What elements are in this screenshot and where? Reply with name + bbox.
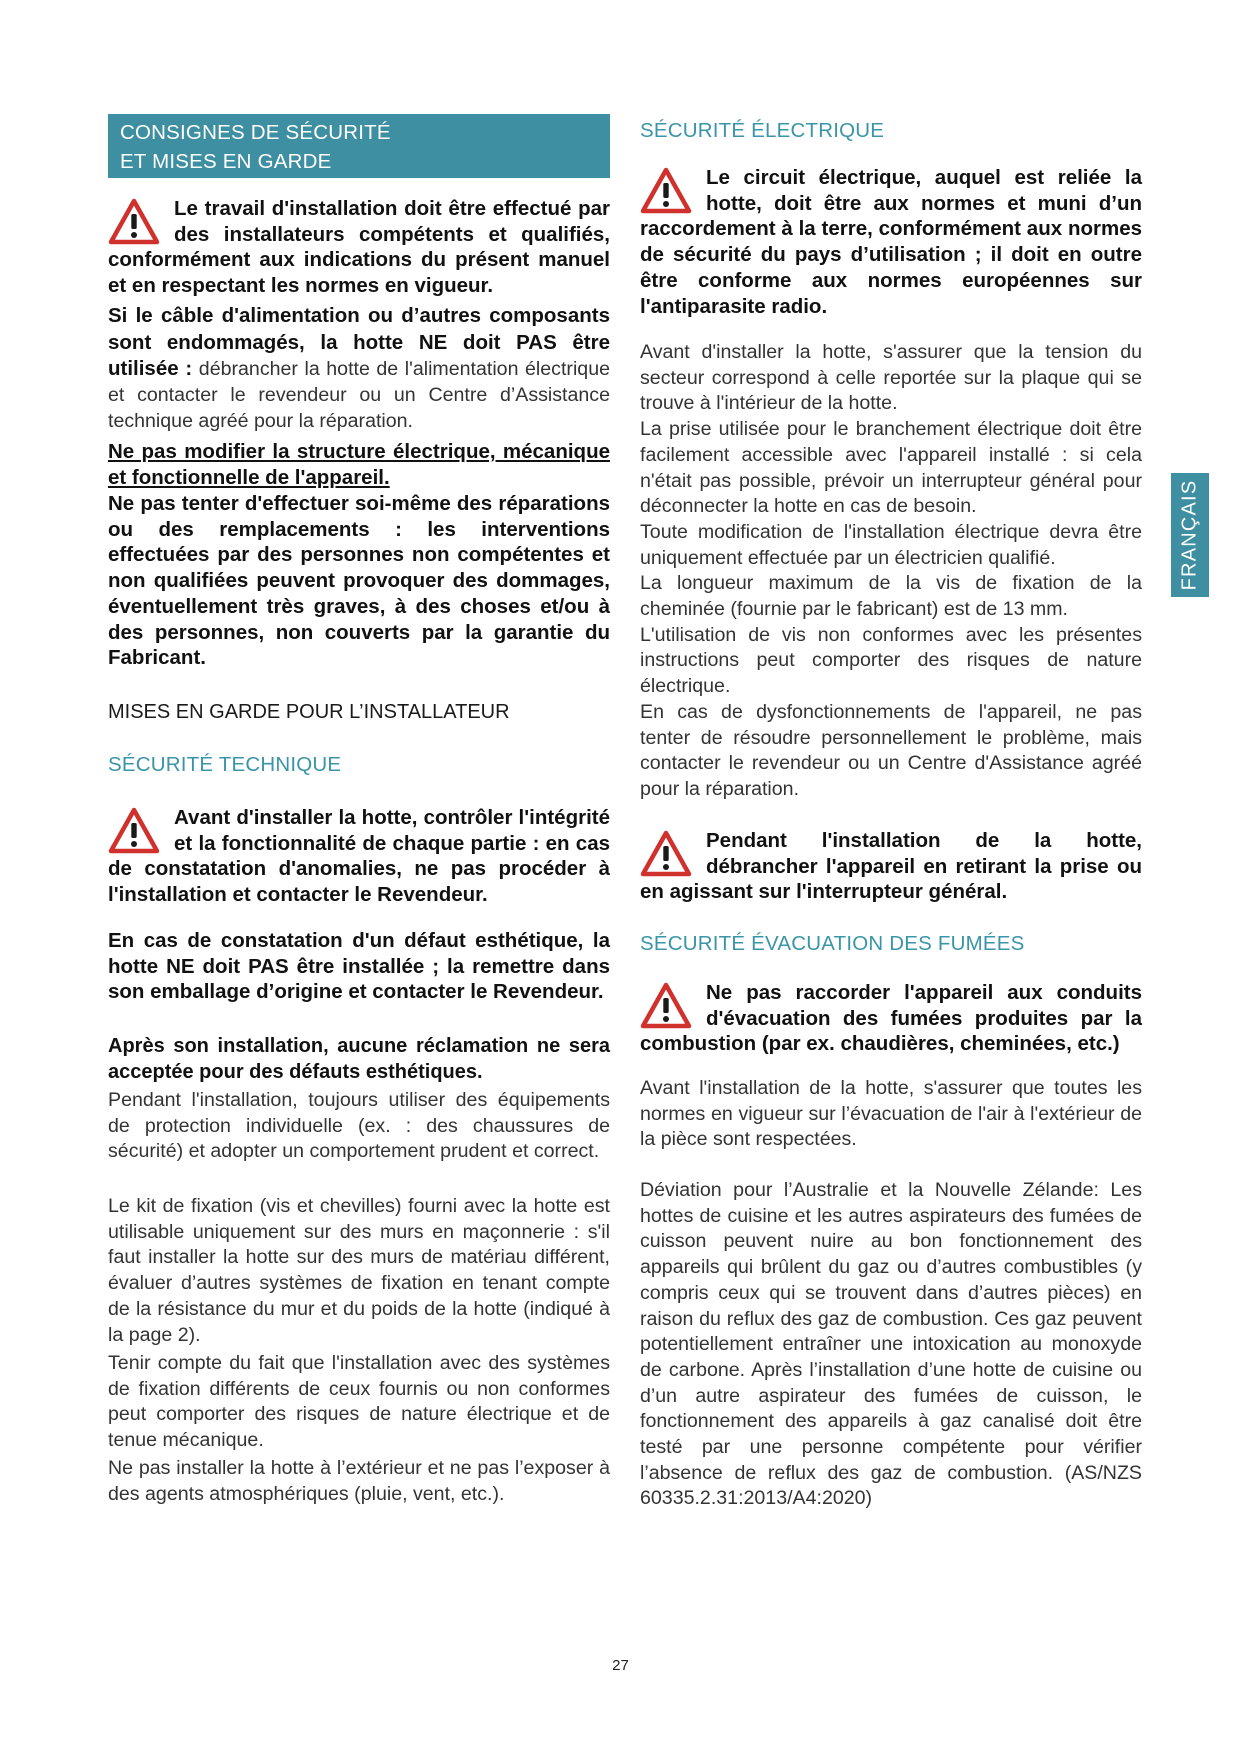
fixing-kit-paragraph: Le kit de fixation (vis et chevilles) fourni avec la hotte est utilisable uniquement sur des murs en maçonnerie : s'il faut installer la hotte sur des murs de matériau différent, évaluer d’autres systèmes de fixation en tenant compte de la résistance du mur et du poids de la hotte (indiqué à la page 2). <box>108 1195 610 1346</box>
warning-text: Pendant l'installation de la hotte, débrancher l'appareil en retirant la prise ou en agissant sur l'interrupteur général. <box>640 829 1142 904</box>
electrical-paragraphs <box>640 340 1142 803</box>
page-number: 27 <box>612 1657 629 1674</box>
banner-line-1: CONSIGNES DE SÉCURITÉ <box>120 121 391 144</box>
warning-block-disconnect <box>640 828 1142 905</box>
language-label: FRANÇAIS <box>1178 479 1201 591</box>
socket-paragraph: La prise utilisée pour le branchement électrique doit être facilement accessible avec l'appareil installé : si cela n'était pas possible, prévoir un interrupteur général pour déconnecter la hotte en cas de besoin. <box>640 418 1142 518</box>
damaged-bold: Si le câble d'alimentation ou d’autres composants sont endommagés, la hotte NE doit PAS être utilisée : <box>108 304 610 381</box>
warning-icon <box>640 830 692 878</box>
warning-block-installers <box>108 196 610 299</box>
warning-icon <box>108 807 160 855</box>
outdoor-paragraph: Ne pas installer la hotte à l’extérieur et ne pas l’exposer à des agents atmosphériques (pluie, vent, etc.). <box>108 1457 610 1505</box>
non-conform-paragraph: L'utilisation de vis non conformes avec les présentes instructions peut comporter des risques de nature électrique. <box>640 623 1142 698</box>
fumes-safety-heading: SÉCURITÉ ÉVACUATION DES FUMÉES <box>640 932 1025 955</box>
screw-paragraph: La longueur maximum de la vis de fixation de la cheminée (fournie par le fabricant) est de 13 mm. <box>640 572 1142 621</box>
warning-block-circuit <box>640 165 1142 319</box>
air-evacuation-paragraph: Avant l'installation de la hotte, s'assurer que toutes les normes en vigueur sur l’évacuation de l'air à l'extérieur de la pièce sont respectées. <box>640 1077 1142 1151</box>
damaged-cable-paragraph <box>108 303 610 435</box>
electrical-safety-heading: SÉCURITÉ ÉLECTRIQUE <box>640 119 885 142</box>
warning-block-fumes <box>640 980 1142 1057</box>
damaged-light: débrancher la hotte de l'alimentation électrique et contacter le revendeur ou un Centre d’Assistance technique agréé pour la réparation. <box>108 358 610 432</box>
modification-paragraph: Toute modification de l'installation électrique devra être uniquement effectuée par un électricien qualifié. <box>640 520 1142 569</box>
warning-text: Le travail d'installation doit être effectué par des installateurs compétents et qualifiés, conformément aux indications du présent manuel et en respectant les normes en vigueur. <box>108 197 610 298</box>
technical-safety-heading: SÉCURITÉ TECHNIQUE <box>108 753 342 776</box>
protection-paragraph: Pendant l'installation, toujours utiliser des équipements de protection individuelle (ex. : des chaussures de sécurité) et adopter un comportement prudent et correct. <box>108 1089 610 1163</box>
aesthetic-defect-paragraph: En cas de constatation d'un défaut esthétique, la hotte NE doit PAS être installée ; la remettre dans son emballage d’origine et contacter le Revendeur. <box>108 929 610 1004</box>
language-side-tab <box>1171 473 1209 597</box>
voltage-paragraph: Avant d'installer la hotte, s'assurer que la tension du secteur correspond à celle reportée sur la plaque qui se trouve à l'intérieur de la hotte. <box>640 341 1142 415</box>
fixing-systems-paragraph: Tenir compte du fait que l'installation avec des systèmes de fixation différents de ceux fournis ou non conformes peut comporter des risques de nature électrique et de tenue mécanique. <box>108 1352 610 1452</box>
warning-block-integrity <box>108 805 610 908</box>
installer-heading: MISES EN GARDE POUR L’INSTALLATEUR <box>108 701 510 723</box>
malfunction-paragraph: En cas de dysfonctionnements de l'appareil, ne pas tenter de résoudre personnellement le problème, mais contacter le revendeur ou un Centre d'Assistance agréé pour la réparation. <box>640 700 1142 800</box>
section-banner <box>108 114 610 178</box>
banner-line-2: ET MISES EN GARDE <box>120 150 332 173</box>
warning-text: Le circuit électrique, auquel est reliée la hotte, doit être aux normes et muni d’un raccordement à la terre, conformément aux normes de sécurité du pays d’utilisation ; il doit en outre être conforme aux normes européennes sur l'antiparasite radio. <box>640 166 1142 318</box>
warning-text: Avant d'installer la hotte, contrôler l'intégrité et la fonctionnalité de chaque partie : en cas de constatation d'anomalies, ne pas procéder à l'installation et contacter le Revendeur. <box>108 806 610 907</box>
warning-text: Ne pas raccorder l'appareil aux conduits d'évacuation des fumées produites par la combustion (par ex. chaudières, cheminées, etc.) <box>640 981 1142 1056</box>
warning-icon <box>640 982 692 1030</box>
no-repair-paragraph: Ne pas tenter d'effectuer soi-même des réparations ou des remplacements : les interventions effectuées par des personnes non compétentes et non qualifiées peuvent provoquer des dommages, éventuellement très graves, à des choses et/ou à des personnes, non couverts par la garantie du Fabricant. <box>108 492 610 670</box>
australia-paragraph: Déviation pour l’Australie et la Nouvelle Zélande: Les hottes de cuisine et les autres aspirateurs des fumées de cuisson peuvent nuire au bon fonctionnement des appareils qui brûlent du gaz ou d’autres combustibles (y compris ceux qui se trouvent dans d’autres pièces) en raison du reflux des gaz de combustion. Ces gaz peuvent potentiellement entraîner une intoxication au monoxyde de carbone. Après l’installation d’une hotte de cuisine ou d’un autre aspirateur des fumées de cuisson, le fonctionnement des appareils à gaz canalisé doit être testé par une personne compétente pour vérifier l’absence de reflux des gaz de combustion. (AS/NZS 60335.2.31:2013/A4:2020) <box>640 1179 1142 1510</box>
warning-icon <box>640 167 692 215</box>
warning-icon <box>108 198 160 246</box>
after-install-paragraph: Après son installation, aucune réclamation ne sera acceptée pour des défauts esthétiques. <box>108 1035 610 1083</box>
no-modify-paragraph: Ne pas modifier la structure électrique, mécanique et fonctionnelle de l'appareil. <box>108 440 610 489</box>
